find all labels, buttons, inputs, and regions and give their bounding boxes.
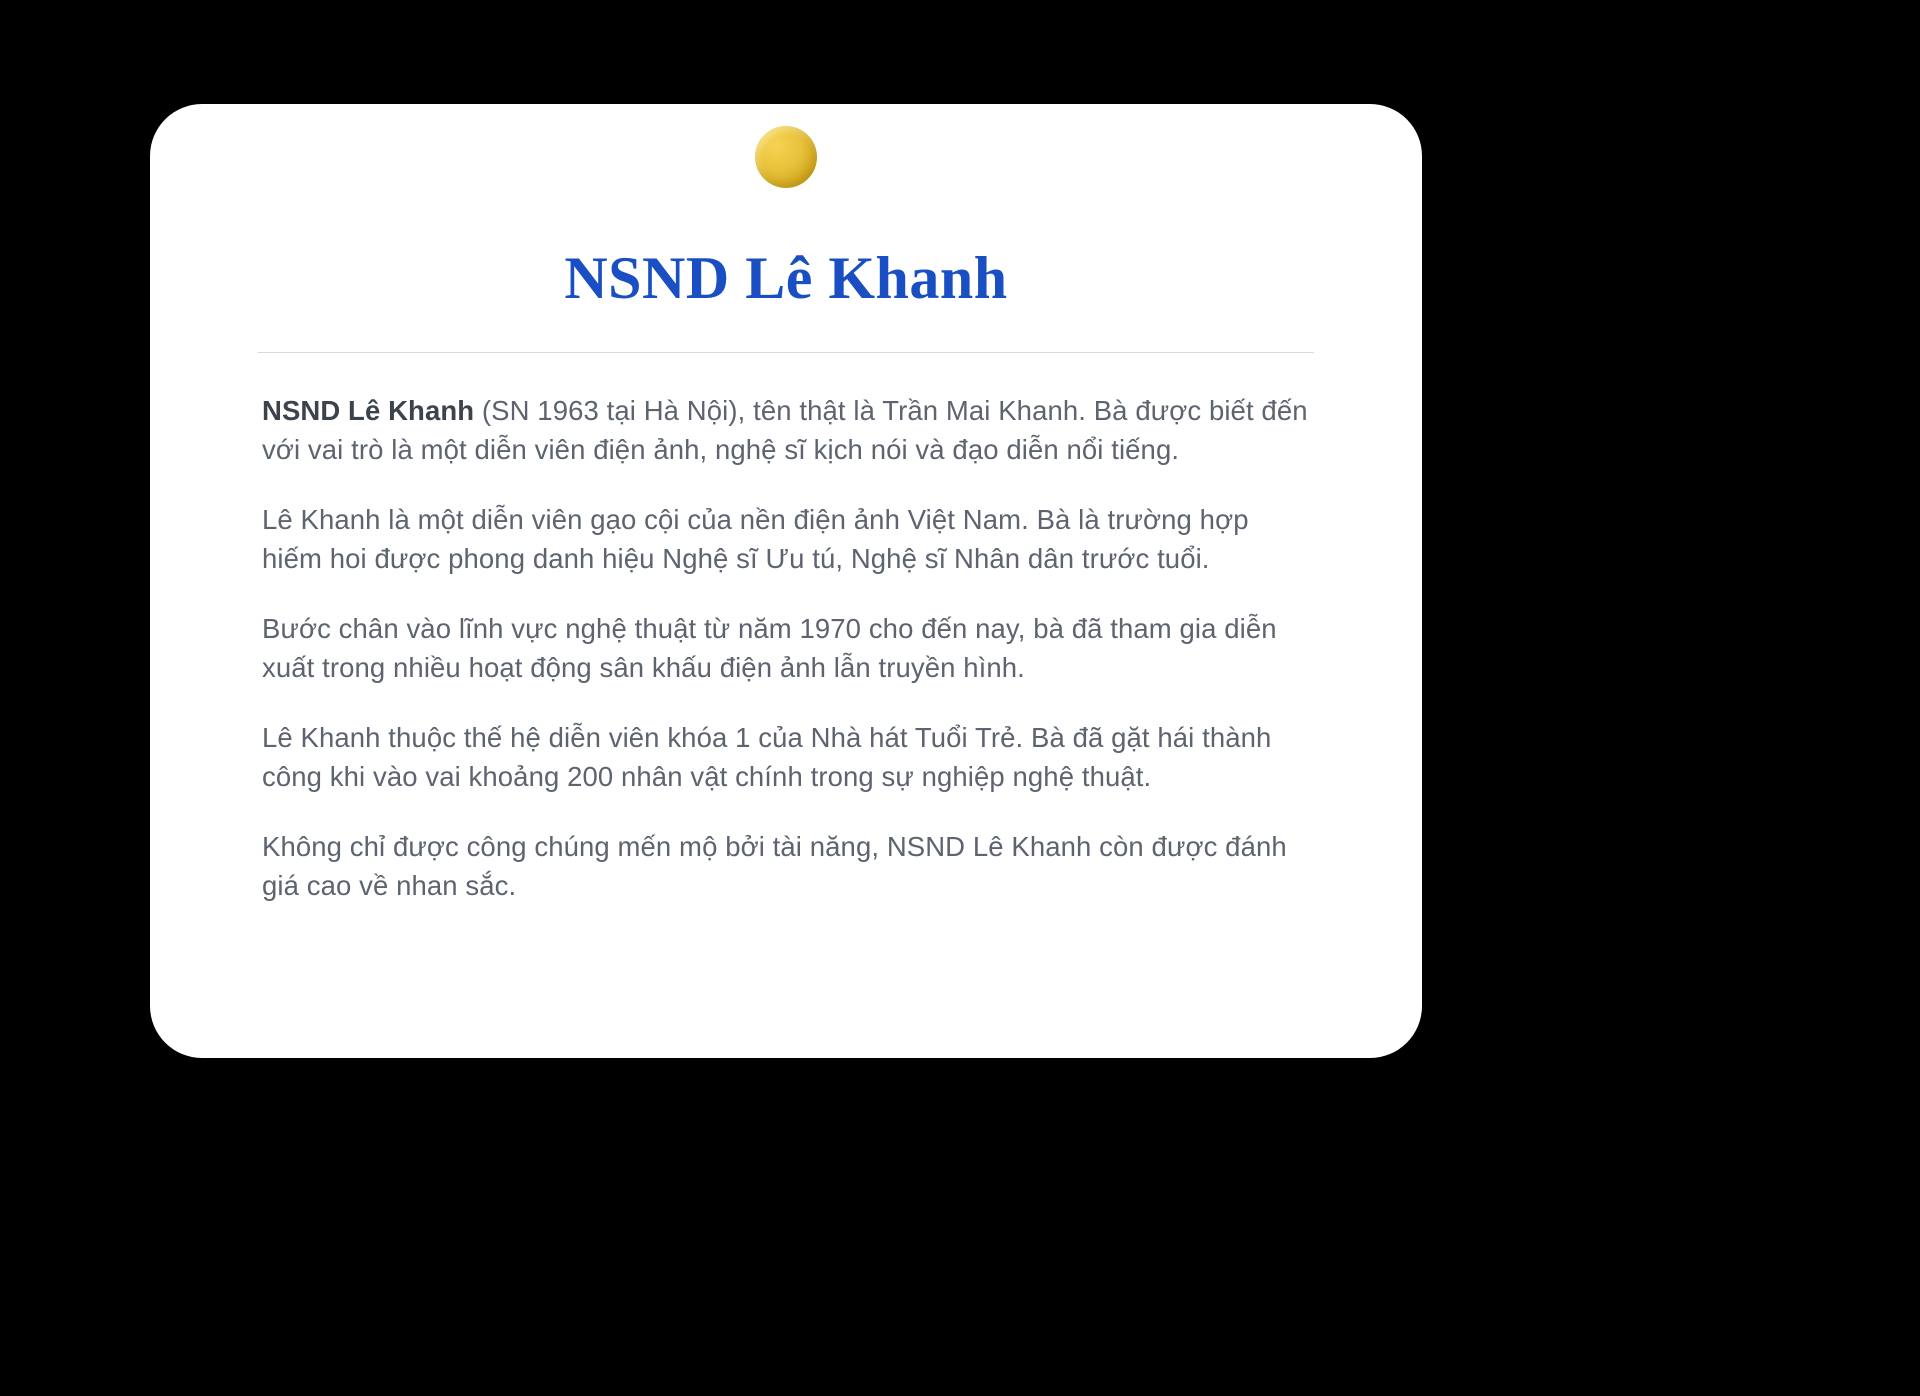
- title-divider: [258, 352, 1314, 353]
- page-title: NSND Lê Khanh: [564, 245, 1008, 311]
- biography-text: [262, 392, 1314, 905]
- paragraph-3: Bước chân vào lĩnh vực nghệ thuật từ năm 1970 cho đến nay, bà đã tham gia diễn xuất trong nhiều hoạt động sân khấu điện ảnh lẫn truyền hình.: [262, 613, 1277, 683]
- paragraph-2: Lê Khanh là một diễn viên gạo cội của nền điện ảnh Việt Nam. Bà là trường hợp hiếm hoi được phong danh hiệu Nghệ sĩ Ưu tú, Nghệ sĩ Nhân dân trước tuổi.: [262, 504, 1249, 574]
- paragraph-4: Lê Khanh thuộc thế hệ diễn viên khóa 1 của Nhà hát Tuổi Trẻ. Bà đã gặt hái thành công khi vào vai khoảng 200 nhân vật chính trong sự nghiệp nghệ thuật.: [262, 722, 1272, 792]
- paragraph-1: [262, 392, 1314, 469]
- paragraph-1-text: (SN 1963 tại Hà Nội), tên thật là Trần Mai Khanh. Bà được biết đến với vai trò là một diễn viên điện ảnh, nghệ sĩ kịch nói và đạo diễn nổi tiếng.: [262, 395, 1308, 465]
- gold-circle-icon: [755, 126, 817, 188]
- subject-name: NSND Lê Khanh: [262, 395, 475, 426]
- paragraph-5: Không chỉ được công chúng mến mộ bởi tài năng, NSND Lê Khanh còn được đánh giá cao về nhan sắc.: [262, 831, 1287, 901]
- card-inner: [150, 104, 1422, 1058]
- info-card: [150, 104, 1422, 1058]
